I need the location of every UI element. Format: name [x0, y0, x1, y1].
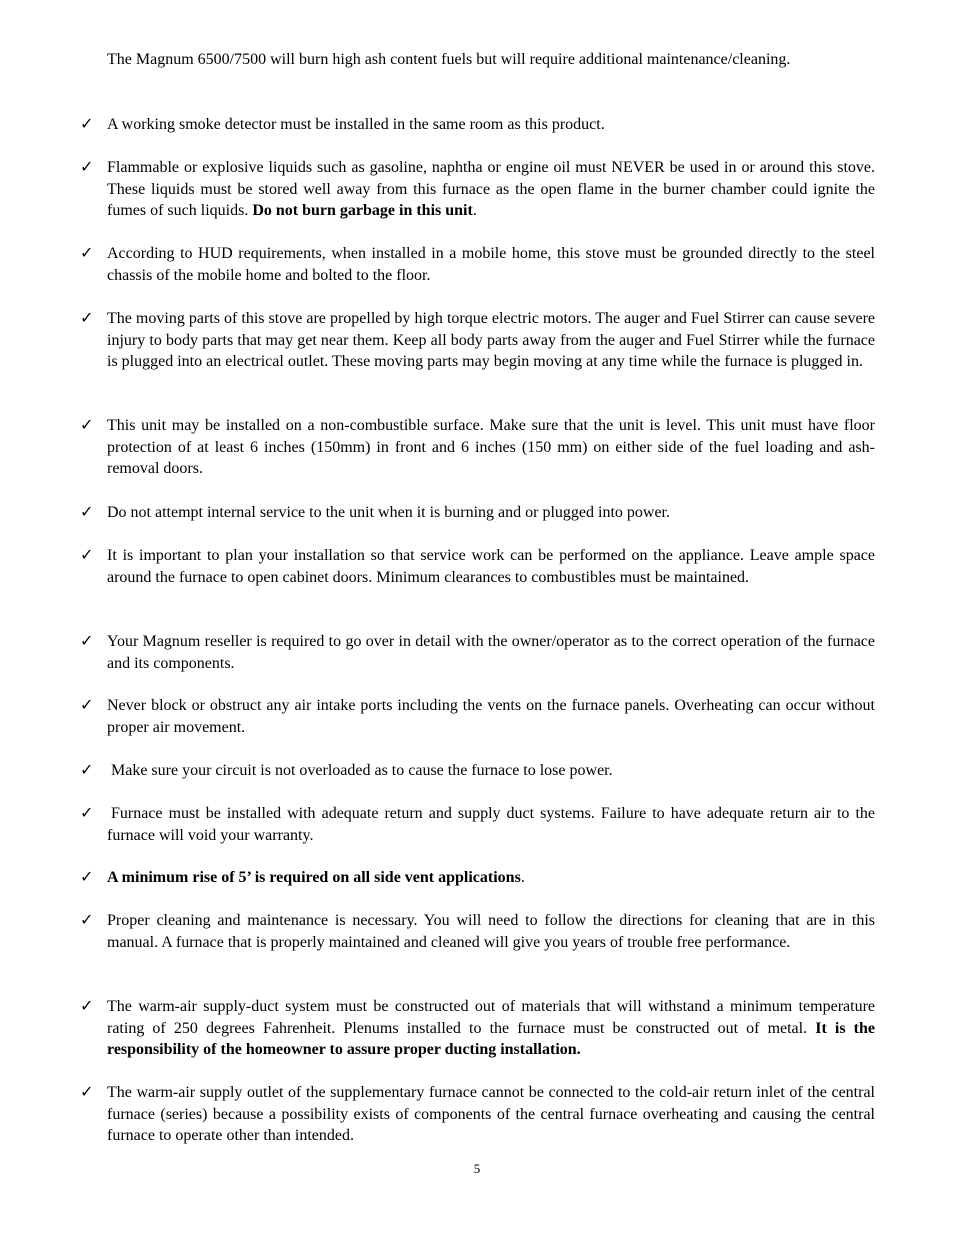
bullet-text: Make sure your circuit is not overloaded as to cause the furnace to lose power. — [111, 762, 613, 779]
checkmark-icon: ✓ — [80, 762, 94, 779]
bullet-item — [80, 545, 875, 588]
bullet-text: Never block or obstruct any air intake ports including the vents on the furnace panels. Overheating can occur without proper air movement. — [107, 697, 875, 736]
checkmark-icon: ✓ — [80, 547, 94, 564]
bullet-text: It is important to plan your installation so that service work can be performed on the appliance. Leave ample space around the furnace to open cabinet doors. Minimum clearances to combustibles must be maintained. — [107, 547, 875, 586]
bullet-text: Your Magnum reseller is required to go over in detail with the owner/operator as to the correct operation of the furnace and its components. — [107, 633, 875, 672]
bullet-text: The warm-air supply outlet of the supplementary furnace cannot be connected to the cold-air return inlet of the central furnace (series) because a possibility exists of components of the central furnace overheating and causing the central furnace to operate other than intended. — [107, 1084, 875, 1144]
bullet-text: The moving parts of this stove are propelled by high torque electric motors. The auger and Fuel Stirrer can cause severe injury to body parts that may get near them. Keep all body parts away from the auger and Fuel Stirrer while the furnace is plugged into an electrical outlet. These moving parts may begin moving at any time while the furnace is plugged in. — [107, 310, 875, 370]
bullet-item — [80, 803, 875, 846]
checkmark-icon: ✓ — [80, 998, 94, 1015]
bullet-item — [80, 415, 875, 480]
checkmark-icon: ✓ — [80, 912, 94, 929]
page-number: 5 — [473, 1161, 481, 1176]
checkmark-icon: ✓ — [80, 417, 94, 434]
bullet-text: Do not attempt internal service to the unit when it is burning and or plugged into power. — [107, 504, 670, 521]
bullet-text: Flammable or explosive liquids such as gasoline, naphtha or engine oil must NEVER be used in or around this stove. These liquids must be stored well away from this furnace as the open flame in the burner chamber could ignite the fumes of such liquids. Do not burn garbage in this unit. — [107, 159, 875, 219]
bullet-item — [80, 760, 875, 782]
bullet-item — [80, 695, 875, 738]
checkmark-icon: ✓ — [80, 116, 94, 133]
bullet-item — [80, 631, 875, 674]
checkmark-icon: ✓ — [80, 504, 94, 521]
bold-warning: Do not burn garbage in this unit — [252, 202, 473, 219]
bullet-item — [80, 157, 875, 222]
checkmark-icon: ✓ — [80, 1084, 94, 1101]
bullet-item — [80, 243, 875, 286]
checkmark-icon: ✓ — [80, 310, 94, 327]
bullet-text: Proper cleaning and maintenance is necessary. You will need to follow the directions for cleaning that are in this manual. A furnace that is properly maintained and cleaned will give you years of trouble free performance. — [107, 912, 875, 951]
bullet-text: A working smoke detector must be installed in the same room as this product. — [107, 116, 605, 133]
bullet-text: This unit may be installed on a non-combustible surface. Make sure that the unit is level. This unit must have floor protection of at least 6 inches (150mm) in front and 6 inches (150 mm) on either side of the fuel loading and ash-removal doors. — [107, 417, 875, 477]
bullet-item — [80, 996, 875, 1061]
bullet-item — [80, 1082, 875, 1147]
bullet-text: A minimum rise of 5’ is required on all side vent applications. — [107, 869, 525, 886]
bullet-text: According to HUD requirements, when installed in a mobile home, this stove must be grounded directly to the steel chassis of the mobile home and bolted to the floor. — [107, 245, 875, 284]
bullet-item — [80, 502, 875, 524]
checkmark-icon: ✓ — [80, 633, 94, 650]
checkmark-icon: ✓ — [80, 869, 94, 886]
bold-warning: A minimum rise of 5’ is required on all side vent applications — [107, 869, 521, 886]
bullet-text: Furnace must be installed with adequate return and supply duct systems. Failure to have adequate return air to the furnace will void your warranty. — [107, 805, 875, 844]
bold-warning: It is the responsibility of the homeowner to assure proper ducting installation. — [107, 1019, 875, 1058]
checkmark-icon: ✓ — [80, 697, 94, 714]
checkmark-icon: ✓ — [80, 805, 94, 822]
bullet-item — [80, 910, 875, 953]
bullet-item — [80, 114, 875, 136]
bullet-text: The warm-air supply-duct system must be constructed out of materials that will withstand a minimum temperature rating of 250 degrees Fahrenheit. Plenums installed to the furnace must be constructed out of metal. It is the responsibility of the homeowner to assure proper ducting installation. — [107, 998, 875, 1058]
bullet-item — [80, 308, 875, 373]
checkmark-icon: ✓ — [80, 159, 94, 176]
bullet-item — [80, 867, 875, 889]
checkmark-icon: ✓ — [80, 245, 94, 262]
intro-paragraph: The Magnum 6500/7500 will burn high ash content fuels but will require additional maintenance/cleaning. — [107, 51, 791, 68]
